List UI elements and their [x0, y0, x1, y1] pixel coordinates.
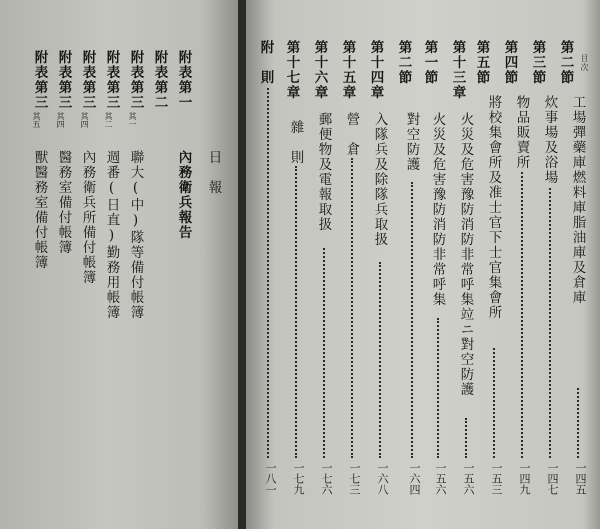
toc-page: 一四七 — [546, 462, 559, 495]
toc-chapter-title: 火災及危害豫防消防非常呼集竝ニ對空防護 — [457, 112, 474, 397]
toc-page: 一七九 — [292, 462, 305, 495]
appendix-3-5-title: 獸醫務室備付帳簿 — [31, 150, 48, 270]
toc-page: 一五三 — [490, 462, 503, 495]
toc-title: 炊事場及浴場 — [541, 95, 558, 185]
toc-label: 第三節 — [529, 40, 546, 85]
toc-chapter-label: 第十三章 — [449, 40, 466, 100]
toc-title: 工場彈藥庫燃料庫脂油庫及倉庫 — [569, 95, 586, 305]
toc-leader — [437, 318, 439, 458]
toc-leader — [493, 348, 495, 458]
toc-label: 第二節 — [557, 40, 574, 85]
toc-page: 一八一 — [264, 462, 277, 495]
toc-chapter-label: 第十七章 — [283, 40, 300, 100]
toc-leader — [323, 248, 325, 458]
appendix-3-4-title: 內務衛兵所備付帳簿 — [79, 150, 96, 285]
appendix-1-title: 內務衛兵報告 — [175, 150, 192, 240]
toc-page: 一七六 — [320, 462, 333, 495]
appendix-3-1-sub: 其一 — [128, 112, 137, 128]
appendix-2-no: 附表第二 — [151, 50, 168, 110]
toc-title: 物品販賣所 — [513, 95, 530, 170]
toc-leader — [577, 388, 579, 458]
toc-leader — [521, 172, 523, 458]
toc-leader — [295, 166, 297, 458]
appendix-3-5-no: 附表第三 — [31, 50, 48, 110]
toc-leader — [379, 262, 381, 458]
appendix-3-4b-sub: 其四 — [56, 112, 65, 128]
toc-title: 對空防護 — [403, 112, 420, 172]
appendix-3-1-no: 附表第三 — [127, 50, 144, 110]
toc-label: 第四節 — [501, 40, 518, 85]
toc-page: 一五六 — [462, 462, 475, 495]
appendix-3-2-no: 附表第三 — [103, 50, 120, 110]
appendix-3-4-sub: 其四 — [80, 112, 89, 128]
toc-title: 將校集會所及准士官下士官集會所 — [485, 95, 502, 320]
appendix-3-2-sub: 其二 — [104, 112, 113, 128]
toc-title: 火災及危害豫防消防非常呼集 — [429, 112, 446, 307]
toc-label: 第二節 — [395, 40, 412, 85]
appendix-3-4b-title: 醫務室備付帳簿 — [55, 150, 72, 255]
appendix-3-4-no: 附表第三 — [79, 50, 96, 110]
toc-page: 一四九 — [518, 462, 531, 495]
toc-leader — [465, 418, 467, 458]
toc-appendix-label: 附 則 — [257, 40, 274, 85]
appendix-1-no: 附表第一 — [175, 50, 192, 110]
toc-chapter-label: 第十六章 — [311, 40, 328, 100]
toc-leader — [549, 188, 551, 458]
toc-page: 一六八 — [376, 462, 389, 495]
toc-chapter-title: 雜 則 — [287, 120, 304, 165]
appendix-3-4b-no: 附表第三 — [55, 50, 72, 110]
toc-chapter-label: 第十五章 — [339, 40, 356, 100]
running-header: 目次 — [580, 54, 589, 72]
toc-leader — [411, 182, 413, 458]
toc-page: 一六四 — [408, 462, 421, 495]
toc-label: 第一節 — [421, 40, 438, 85]
toc-chapter-title: 營 倉 — [343, 112, 360, 157]
book-gutter — [238, 0, 246, 529]
toc-leader — [267, 88, 269, 458]
appendix-3-1-title: 聯大(中)隊等備付帳簿 — [127, 150, 144, 320]
toc-chapter-title: 入隊兵及除隊兵取扱 — [371, 112, 388, 247]
toc-page: 一五六 — [434, 462, 447, 495]
toc-chapter-title: 郵便物及電報取扱 — [315, 112, 332, 232]
toc-page: 一四五 — [574, 462, 587, 495]
toc-label: 第五節 — [473, 40, 490, 85]
toc-chapter-label: 第十四章 — [367, 40, 384, 100]
left-heading: 日 報 — [205, 150, 222, 195]
toc-leader — [351, 158, 353, 458]
toc-page: 一七三 — [348, 462, 361, 495]
appendix-3-5-sub: 其五 — [32, 112, 41, 128]
appendix-3-2-title: 週番(日直)勤務用帳簿 — [103, 150, 120, 320]
